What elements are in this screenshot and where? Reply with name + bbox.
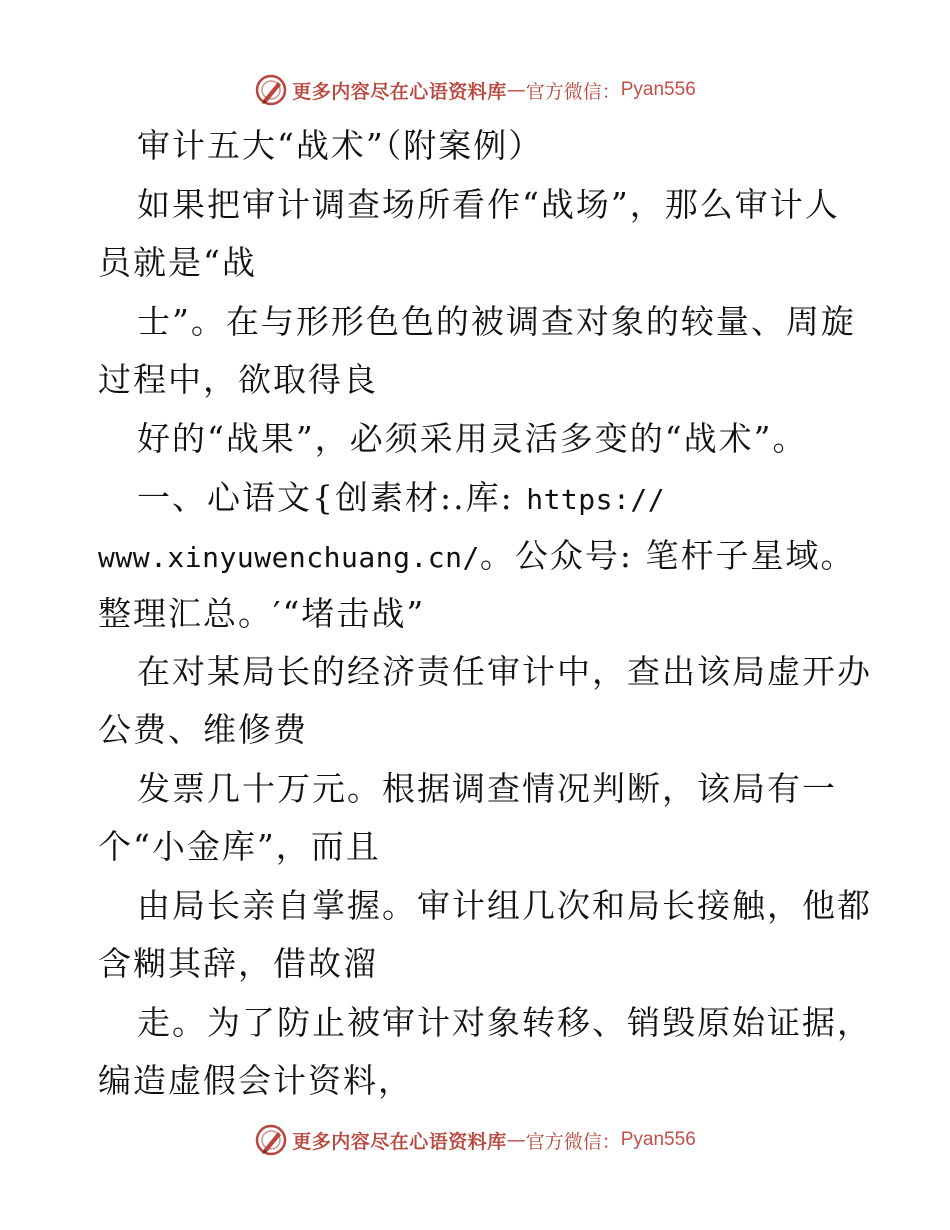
document-title: 审计五大“战术”（附案例） xyxy=(137,126,544,165)
paragraph-6-line-1: 由局长亲自掌握。审计组几次和局长接触，他都 xyxy=(137,886,872,925)
section-1-line-2 xyxy=(98,536,855,578)
paragraph-2-line-2: 过程中，欲取得良 xyxy=(98,360,378,399)
section-1-line-1 xyxy=(137,478,665,520)
section-1-url-part-2: www.xinyuwenchuang.cn/ xyxy=(98,541,480,574)
section-1-heading-text: 一、心语文{创素材:.库: xyxy=(137,478,527,517)
paragraph-4-line-2: 公费、维修费 xyxy=(98,710,308,749)
section-1-url-part-1: https:// xyxy=(526,483,666,516)
pen-logo-icon xyxy=(254,73,288,107)
footer-official-label: 官方微信： xyxy=(525,1130,621,1153)
pen-logo-icon xyxy=(254,1123,288,1157)
section-1-line-3: 整理汇总。′“堵击战” xyxy=(98,594,426,633)
paragraph-1-line-2: 员就是“战 xyxy=(98,243,257,282)
paragraph-6-line-2: 含糊其辞，借故溜 xyxy=(98,944,378,983)
paragraph-4-line-1: 在对某局长的经济责任审计中，查出该局虚开办 xyxy=(137,652,872,691)
header-dash: — xyxy=(506,79,526,101)
paragraph-7-line-2: 编造虚假会计资料， xyxy=(98,1061,413,1100)
paragraph-3-line-1: 好的“战果”，必须采用灵活多变的“战术”。 xyxy=(137,419,808,458)
paragraph-1-line-1: 如果把审计调查场所看作“战场”，那么审计人 xyxy=(137,185,840,224)
paragraph-5-line-1: 发票几十万元。根据调查情况判断，该局有一 xyxy=(137,769,837,808)
paragraph-5-line-2: 个“小金库”，而且 xyxy=(98,827,381,866)
header-brand-text: 更多内容尽在心语资料库 xyxy=(292,80,507,103)
footer-banner xyxy=(0,1120,950,1160)
header-wechat-handle: Pyan556 xyxy=(620,79,696,100)
paragraph-2-line-1: 士”。在与形形色色的被调查对象的较量、周旋 xyxy=(137,302,856,341)
footer-wechat-handle: Pyan556 xyxy=(620,1129,696,1150)
footer-brand-text: 更多内容尽在心语资料库 xyxy=(292,1130,507,1153)
section-1-wechat-text: 。公众号: 笔杆子星域。 xyxy=(479,536,856,575)
header-official-label: 官方微信： xyxy=(525,80,621,103)
footer-dash: — xyxy=(506,1129,526,1151)
header-banner xyxy=(0,70,950,110)
paragraph-7-line-1: 走。为了防止被审计对象转移、销毁原始证据， xyxy=(137,1003,872,1042)
